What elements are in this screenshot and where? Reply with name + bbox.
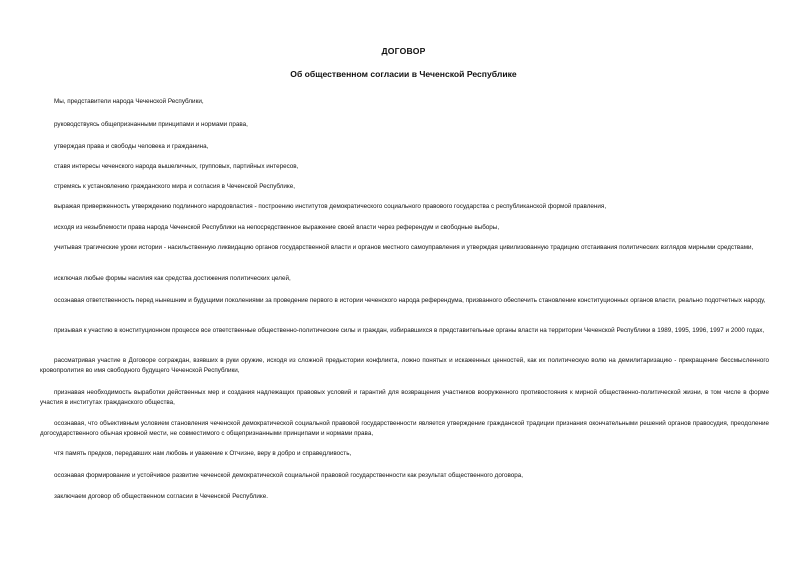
preamble-paragraph: утверждая права и свободы человека и гражданина, <box>54 143 209 150</box>
preamble-paragraph: чтя память предков, передавших нам любовь и уважение к Отчизне, веру в добро и справедливость, <box>54 450 352 457</box>
preamble-paragraph: стремясь к установлению гражданского мира и согласия в Чеченской Республике, <box>54 183 296 190</box>
preamble-paragraph: исключая любые формы насилия как средства достижения политических целей, <box>54 275 291 282</box>
preamble-paragraph: учитывая трагические уроки истории - насильственную ликвидацию органов государственной власти и органов местного самоуправления и утверждая цивилизованную традицию отстаивания политических взглядов мирными средствами, <box>54 244 754 251</box>
preamble-paragraph: осознавая ответственность перед нынешним и будущими поколениями за проведение первого в истории чеченского народа референдума, призванного обеспечить становление конституционных органов власти, реально подотчетных народу, <box>54 297 766 304</box>
preamble-paragraph: руководствуясь общепризнанными принципами и нормами права, <box>54 121 248 128</box>
preamble-paragraph: признавая необходимость выработки действенных мер и создания надлежащих правовых условий и гарантий для возвращения участников вооруженного противостояния к мирной общественно-политической жизни, в том числе в форме участия в институтах гражданского общества, <box>40 389 769 406</box>
preamble-paragraph: осознавая формирование и устойчивое развитие чеченской демократической социальной правовой государственности как результат общественного договора, <box>54 472 524 479</box>
preamble-paragraph: исходя из незыблемости права народа Чеченской Республики на непосредственное выражение своей власти через референдум и свободные выборы, <box>54 224 500 231</box>
preamble-paragraph: ставя интересы чеченского народа вышеличных, групповых, партийных интересов, <box>54 163 299 170</box>
document-subtitle: Об общественном согласии в Чеченской Республике <box>290 69 517 79</box>
preamble-paragraph: осознавая, что объективным условием становления чеченской демократической социальной правовой государственности является утверждение гражданской традиции признания окончательными решений органов правосудия, преодоление догосударственного обычая кровной мести, не совместимого с общепризнанными принципами и нормами права, <box>40 420 769 437</box>
preamble-paragraph: выражая приверженность утверждению подлинного народовластия - построению институтов демократического социального правового государства с республиканской формой правления, <box>54 203 607 210</box>
preamble-paragraph: Мы, представители народа Чеченской Республики, <box>54 98 204 105</box>
document-title: ДОГОВОР <box>381 46 426 56</box>
preamble-paragraph: заключаем договор об общественном согласии в Чеченской Республике. <box>54 493 268 500</box>
preamble-paragraph: призывая к участию в конституционном процессе все ответственные общественно-политические силы и граждан, избиравшихся в представительные органы власти на территории Чеченской Республики в 1989, 1995, 1996, 1997 и 2000 годах, <box>54 327 765 334</box>
preamble-paragraph: рассматривая участие в Договоре сограждан, взявших в руки оружие, исходя из сложной предыстории конфликта, ложно понятых и искаженных ценностей, как их политическую волю на демилитаризацию - прекращение бессмысленного кровопролития во имя свободного будущего Чеченской Республики, <box>40 357 769 374</box>
